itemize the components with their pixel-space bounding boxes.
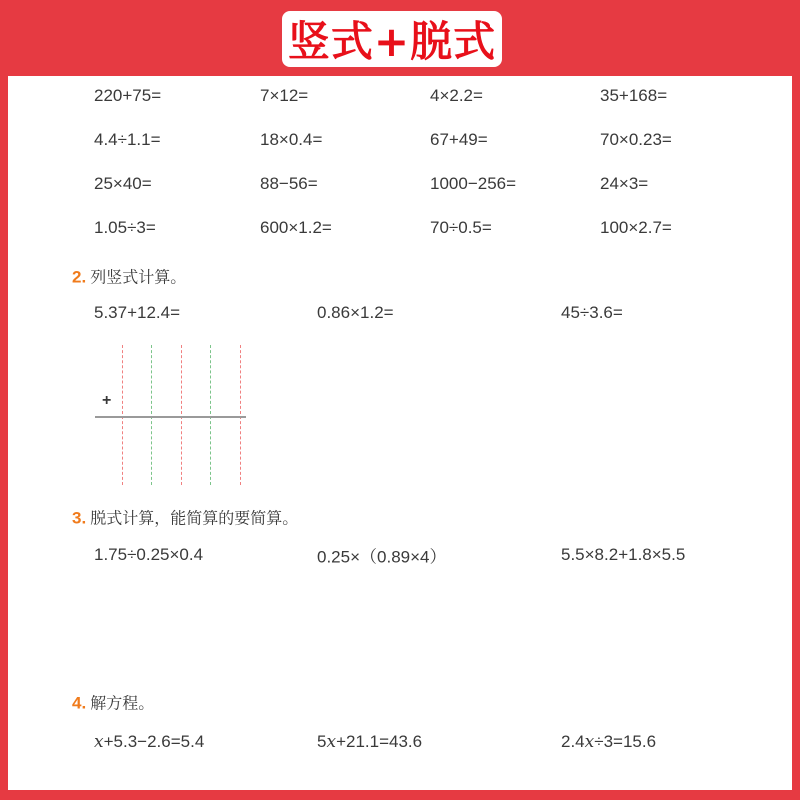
problem: 220+75= [94,86,162,105]
equation: x+5.3−2.6=5.4 [94,732,205,752]
grid-line [181,345,182,485]
problem: 35+168= [600,86,668,105]
problem: 67+49= [430,130,488,149]
section-4-heading [72,691,154,714]
grid-line [122,345,123,485]
equation: 5x+21.1=43.6 [317,732,423,752]
problem: 4.4÷1.1= [94,130,161,149]
title-banner [282,11,502,67]
section-heading-text: 列竖式计算。 [90,269,187,287]
problem: 45÷3.6= [561,303,623,322]
grid-line [240,345,241,485]
grid-line [210,345,211,485]
grid-line [151,345,152,485]
problem: 1.75÷0.25×0.4 [94,545,204,564]
problem: 70×0.23= [600,130,672,149]
problem: 1000−256= [430,174,517,193]
equation: 2.4x÷3=15.6 [561,732,657,752]
page-title: 竖式+脱式 [287,17,497,66]
section-number: 3. [72,508,87,528]
problem: 0.25×（0.89×4） [317,547,447,567]
section-heading-text: 脱式计算，能简算的要简算。 [90,510,299,528]
problem: 70÷0.5= [430,218,492,237]
problem: 5.37+12.4= [94,303,181,322]
problem: 4×2.2= [430,86,483,105]
problem: 25×40= [94,174,152,193]
section-number: 4. [72,693,87,713]
problem: 1.05÷3= [94,218,156,237]
problem: 18×0.4= [260,130,323,149]
section-2-heading [72,265,186,288]
problem: 88−56= [260,174,318,193]
problem: 24×3= [600,174,649,193]
plus-sign: + [102,392,112,409]
problem: 7×12= [260,86,309,105]
section-3-heading [72,506,298,529]
problem: 600×1.2= [260,218,332,237]
section-number: 2. [72,267,87,287]
problem: 100×2.7= [600,218,672,237]
problem: 0.86×1.2= [317,303,394,322]
sum-line [95,416,246,418]
section-heading-text: 解方程。 [90,695,155,713]
problem: 5.5×8.2+1.8×5.5 [561,545,686,564]
